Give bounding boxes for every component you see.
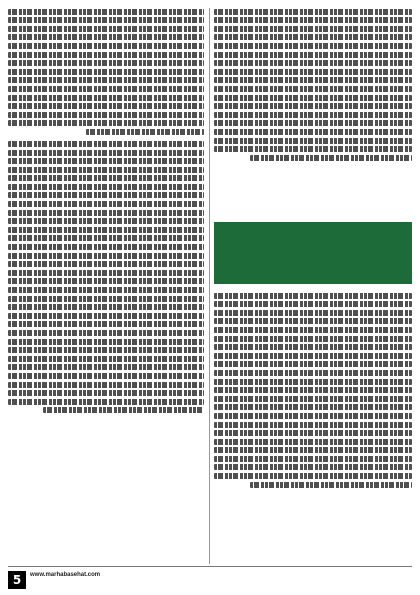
website-url: www.marhabasehat.com xyxy=(30,572,101,578)
page-footer xyxy=(0,566,420,595)
paragraph xyxy=(8,141,204,413)
article-column-right-lower xyxy=(214,290,412,566)
magazine-logo xyxy=(160,567,270,591)
column-divider xyxy=(209,8,210,564)
paragraph xyxy=(8,9,204,135)
pull-quote xyxy=(214,222,412,284)
page-number: 5 xyxy=(8,571,26,589)
article-column-left xyxy=(8,6,204,566)
paragraph xyxy=(214,293,412,488)
paragraph xyxy=(214,9,412,161)
